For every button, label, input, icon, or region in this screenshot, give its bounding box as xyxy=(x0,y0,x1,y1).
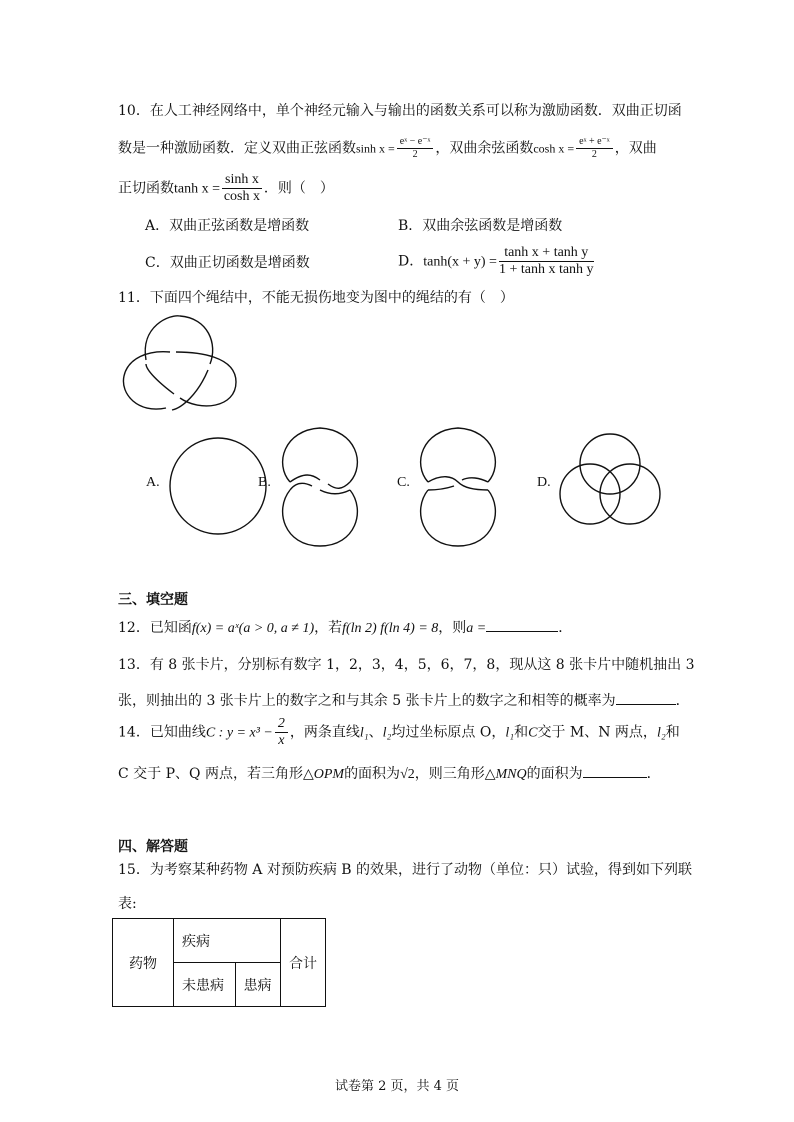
table-header-not-sick: 未患病 xyxy=(174,963,236,1007)
q10-line2 xyxy=(118,136,657,161)
q14-triangle-mnq: △MNQ xyxy=(484,767,527,782)
q14-text-f: 交于 M、N 两点， xyxy=(537,724,657,741)
knot-option-c-figure xyxy=(416,424,500,550)
page-footer: 试卷第 2 页，共 4 页 xyxy=(334,1079,460,1094)
q14-text-a: 14．已知曲线 xyxy=(118,724,206,741)
q12-answer-blank xyxy=(486,617,558,632)
q10-option-b: B．双曲余弦函数是增函数 xyxy=(398,218,563,234)
q10-line3-end: ．则（ ） xyxy=(263,180,334,197)
tanh-fraction xyxy=(222,172,262,205)
knot-option-d-figure xyxy=(558,432,662,532)
sinh-numerator: eˣ − e⁻ˣ xyxy=(397,136,434,149)
table-header-disease: 疾病 xyxy=(174,919,281,963)
tanh-lhs: tanh x = xyxy=(174,181,220,197)
q15-line1: 15．为考察某种药物 A 对预防疾病 B 的效果，进行了动物（单位：只）试验，得到如下列联 xyxy=(118,862,693,878)
knot-option-b-figure xyxy=(278,424,362,550)
q14-line2-c: ，则三角形 xyxy=(414,766,485,782)
sinh-fraction xyxy=(397,136,434,161)
sinh-denominator: 2 xyxy=(412,149,418,160)
cosh-fraction xyxy=(576,136,613,161)
table-header-sick: 患病 xyxy=(235,963,280,1007)
q14-line1 xyxy=(118,716,680,749)
q11-label-b: B. xyxy=(258,475,271,490)
tanh-denominator: cosh x xyxy=(223,189,260,204)
cosh-denominator: 2 xyxy=(591,149,597,160)
option-d-lhs: tanh(x + y) = xyxy=(423,254,497,270)
q13-line2-text: 张，则抽出的 3 张卡片上的数字之和与其余 5 张卡片上的数字之和相等的概率为 xyxy=(118,693,616,709)
q14-answer-blank xyxy=(583,763,647,778)
cosh-numerator: eˣ + e⁻ˣ xyxy=(576,136,613,149)
q12-text-d: ． xyxy=(558,620,573,636)
option-d-denominator: 1 + tanh x tanh y xyxy=(498,262,594,277)
table-header-drug: 药物 xyxy=(113,919,174,1007)
q14-text-b: ，两条直线 xyxy=(289,724,360,741)
q11-label-c: C. xyxy=(397,475,410,490)
q14-end: ． xyxy=(646,766,661,782)
q14-c: C xyxy=(528,725,538,741)
sinh-lhs: sinh x = xyxy=(356,141,395,156)
q11-stem: 11．下面四个绳结中，不能无损伤地变为图中的绳结的有（ ） xyxy=(118,290,514,306)
knot-option-a-circle xyxy=(168,436,268,536)
q13-end: ． xyxy=(675,693,690,709)
q14-sqrt2: √2 xyxy=(400,767,415,782)
q14-text-c: 均过坐标原点 O， xyxy=(391,724,506,741)
q14-line2-d: 的面积为 xyxy=(526,766,583,782)
option-d-fraction xyxy=(499,245,594,278)
q14-frac-den: x xyxy=(278,733,285,748)
q11-label-a: A. xyxy=(146,475,160,490)
q15-line2: 表: xyxy=(118,896,137,912)
q13-answer-blank xyxy=(616,690,676,705)
q14-l1-again: l₁ xyxy=(505,725,515,741)
q14-l2-again: l₂ xyxy=(656,725,666,741)
q14-line2 xyxy=(118,763,661,785)
q10-option-d-label: D． xyxy=(398,253,424,270)
q14-text-g: 和 xyxy=(665,724,680,741)
q12-line xyxy=(118,617,572,639)
q10-line2-text: 数是一种激励函数．定义双曲正弦函数 xyxy=(118,140,356,157)
q14-triangle-opm: △OPM xyxy=(302,767,345,782)
tanh-numerator: sinh x xyxy=(222,172,262,189)
q14-fraction xyxy=(275,716,288,749)
q10-option-a: A．双曲正弦函数是增函数 xyxy=(145,218,310,234)
q12-text-b: ，若 xyxy=(314,620,343,636)
section-solutions-heading: 四、解答题 xyxy=(118,839,188,855)
q14-line2-a: C 交于 P、Q 两点，若三角形 xyxy=(118,766,303,782)
q14-l2: l₂ xyxy=(382,725,392,741)
q13-line1: 13．有 8 张卡片，分别标有数字 1，2，3，4，5，6，7，8，现从这 8 张卡片中随机抽出 3 xyxy=(118,657,695,673)
q12-text-c: ，则 xyxy=(438,620,467,636)
q10-line1: 10．在人工神经网络中，单个神经元输入与输出的函数关系可以称为激励函数．双曲正切函 xyxy=(118,103,682,119)
contingency-table xyxy=(112,918,326,1007)
q12-function-def: f(x) = aˣ(a > 0, a ≠ 1) xyxy=(191,621,315,636)
cosh-lhs: cosh x = xyxy=(533,141,575,156)
q12-text-a: 12．已知函 xyxy=(118,620,192,636)
q10-line2-end: ，双曲 xyxy=(614,140,657,157)
q10-option-c: C．双曲正切函数是增函数 xyxy=(145,255,310,271)
q13-line2 xyxy=(118,690,690,711)
q10-option-d xyxy=(398,245,596,278)
table-header-total: 合计 xyxy=(281,919,326,1007)
q12-condition: f(ln 2) f(ln 4) = 8 xyxy=(342,621,439,636)
q10-line3-text: 正切函数 xyxy=(118,180,174,197)
q14-text-d: 和 xyxy=(514,724,529,741)
q12-answer-var: a = xyxy=(466,621,487,636)
q14-curve: C : y = x³ − xyxy=(205,725,273,741)
q10-line3 xyxy=(118,172,334,205)
trefoil-knot-figure xyxy=(118,312,242,424)
q11-label-d: D. xyxy=(537,475,551,490)
section-fill-in-heading: 三、填空题 xyxy=(118,592,188,608)
option-d-numerator: tanh x + tanh y xyxy=(499,245,594,262)
q14-l1: l₁ xyxy=(359,725,369,741)
q14-sep: 、 xyxy=(368,724,383,741)
q10-line2-cosh-text: ，双曲余弦函数 xyxy=(435,140,534,157)
q14-line2-b: 的面积为 xyxy=(344,766,401,782)
q14-frac-num: 2 xyxy=(275,716,288,733)
table-row xyxy=(113,919,326,963)
